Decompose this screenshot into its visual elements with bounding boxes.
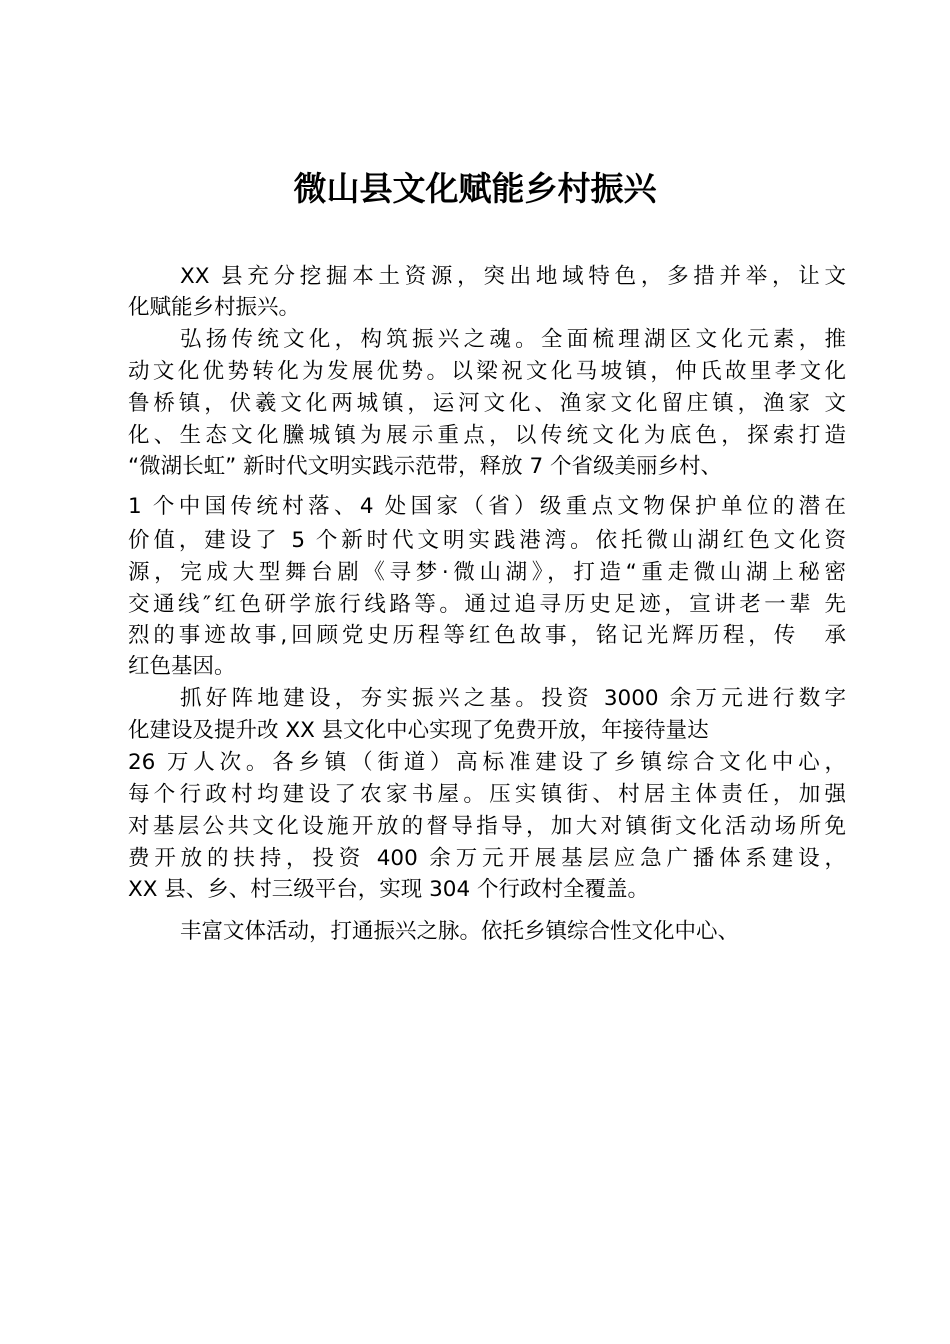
text-line: 费开放的扶持，投资 400 余万元开展基层应急广播体系建设， [128, 846, 846, 871]
text-line: “微湖长虹” 新时代文明实践示范带，释放 7 个省级美丽乡村、 [128, 454, 722, 479]
text-line: 26 万人次。各乡镇（街道）高标准建设了乡镇综合文化中心， [128, 750, 846, 775]
text-line: 化、生态文化黱城镇为展示重点，以传统文化为底色，探索打造 [128, 423, 846, 448]
text-line: 抓好阵地建设，夯实振兴之基。投资 3000 余万元进行数字 [180, 686, 846, 711]
text-line: 每个行政村均建设了农家书屋。压实镇街、村居主体责任，加强 [128, 782, 846, 807]
text-line: 弘扬传统文化，构筑振兴之魂。全面梳理湖区文化元素，推 [180, 327, 846, 352]
text-line: XX 县、乡、村三级平台，实现 304 个行政村全覆盖。 [128, 877, 649, 902]
text-line: 对基层公共文化设施开放的督导指导，加大对镇街文化活动场所免 [128, 814, 846, 839]
text-line: 烈的事迹故事,回顾党史历程等红色故事，铭记光辉历程，传 承 [128, 623, 846, 648]
text-line: 源，完成大型舞台剧《寻梦·微山湖》，打造“重走微山湖上秘密 [128, 560, 846, 585]
text-line: 红色基因。 [128, 654, 236, 679]
document-title: 微山县文化赋能乡村振兴 [293, 169, 657, 208]
text-line: 1 个中国传统村落、4 处国家（省）级重点文物保护单位的潜在 [128, 494, 846, 519]
text-line: 化建设及提升改 XX 县文化中心实现了免费开放，年接待量达 [128, 718, 709, 743]
text-line: 价值，建设了 5 个新时代文明实践港湾。依托微山湖红色文化资 [128, 528, 846, 553]
text-line: XX 县充分挖掘本土资源，突出地域特色，多措并举，让文 [180, 264, 846, 289]
text-line: 丰富文体活动，打通振兴之脉。依托乡镇综合性文化中心、 [180, 919, 740, 944]
text-line: 动文化优势转化为发展优势。以梁祝文化马坡镇，仲氏故里孝文化 [128, 359, 846, 384]
text-line: 交通线″红色研学旅行线路等。通过追寻历史足迹，宣讲老一辈 先 [128, 592, 846, 617]
text-line: 化赋能乡村振兴。 [128, 295, 301, 320]
text-line: 鲁桥镇，伏羲文化两城镇，运河文化、渔家文化留庄镇，渔家 文 [128, 391, 846, 416]
